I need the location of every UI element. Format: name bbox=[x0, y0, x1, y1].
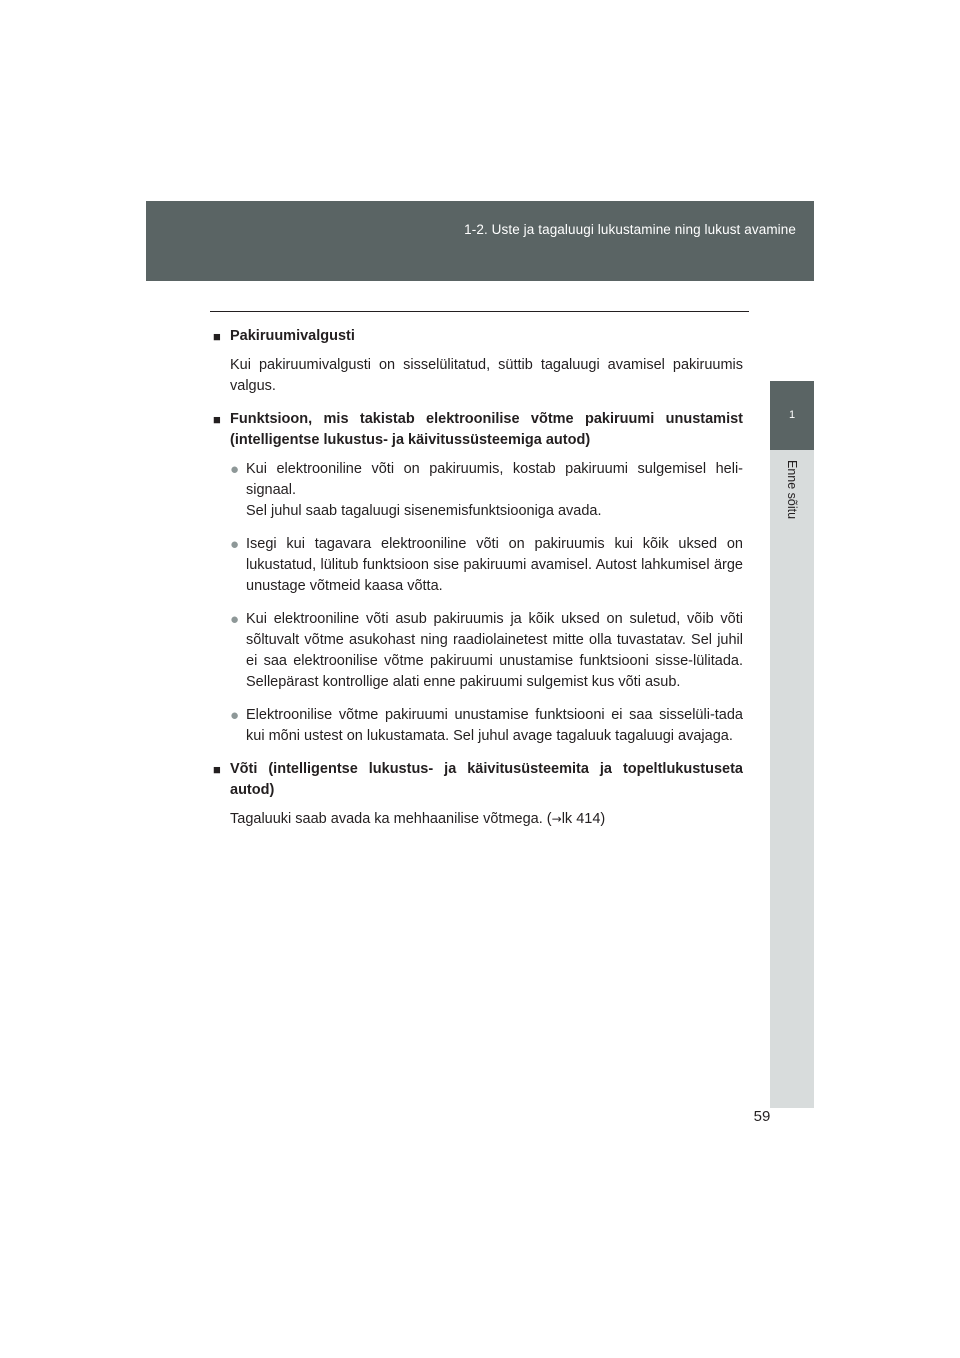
section-paragraph: Kui pakiruumivalgusti on sisselülitatud, süttib tagaluugi avamisel pakiruumis valgus. bbox=[230, 357, 743, 394]
chapter-number: 1 bbox=[788, 409, 796, 421]
top-rule bbox=[210, 311, 749, 312]
list-item bbox=[230, 705, 743, 747]
page-number: 59 bbox=[753, 1108, 771, 1125]
chapter-label: Enne sõitu bbox=[785, 460, 799, 520]
square-bullet-icon: ■ bbox=[213, 329, 221, 344]
list-item-line: Kui elektrooniline võti asub pakiruumis ja kõik uksed on suletud, võib võti sõltuvalt võtme asukohast ning raadiolainetest mitte olla tuvastatav. Sel juhil ei saa elektroonilise võtme pakiruumi unustamise funktsiooni sisse-lülitada. Sellepärast kontrollige alati enne pakiruumi sulgemist kus võti asub. bbox=[246, 611, 743, 690]
list-item-line: Isegi kui tagavara elektrooniline võti on pakiruumis kui kõik uksed on lukustatud, lülitub funktsioon sise pakiruumi avamisel. Autost lahkumisel ärge unustage võtmeid kaasa võtta. bbox=[246, 536, 743, 594]
circle-bullet-icon: ● bbox=[230, 707, 240, 724]
section-heading bbox=[213, 326, 743, 347]
list-item-line: Sel juhul saab tagaluugi sisenemisfunktsiooniga avada. bbox=[246, 503, 602, 519]
section-heading-text: Funktsioon, mis takistab elektroonilise võtme pakiruumi unustamist (intelligentse lukustus- ja käivitussüsteemiga autod) bbox=[230, 411, 743, 448]
circle-bullet-icon: ● bbox=[230, 611, 240, 628]
circle-bullet-icon: ● bbox=[230, 461, 240, 478]
chapter-title: 1-2. Uste ja tagaluugi lukustamine ning lukust avamine bbox=[464, 222, 796, 237]
list-item bbox=[230, 459, 743, 522]
page-content bbox=[213, 326, 743, 842]
arrow-right-icon: → bbox=[551, 812, 562, 826]
list-item-text bbox=[246, 705, 743, 747]
section-heading bbox=[213, 759, 743, 801]
list-item-text bbox=[246, 459, 743, 522]
bullet-list bbox=[213, 459, 743, 747]
list-item bbox=[230, 534, 743, 597]
section-heading-text: Pakiruumivalgusti bbox=[230, 328, 355, 344]
section-paragraph bbox=[230, 809, 743, 830]
square-bullet-icon: ■ bbox=[213, 412, 221, 427]
list-item-text bbox=[246, 609, 743, 693]
list-item bbox=[230, 609, 743, 693]
header-band bbox=[146, 201, 814, 281]
list-item-text bbox=[246, 534, 743, 597]
chapter-tab bbox=[770, 381, 814, 450]
section-mechanical-key bbox=[213, 759, 743, 830]
section-key-reminder bbox=[213, 409, 743, 747]
section-heading bbox=[213, 409, 743, 451]
chapter-strip bbox=[770, 450, 814, 1108]
list-item-line: Kui elektrooniline võti on pakiruumis, kostab pakiruumi sulgemisel heli-signaal. bbox=[246, 461, 743, 498]
section-heading-text: Võti (intelligentse lukustus- ja käivitusüsteemita ja topeltlukustuseta autod) bbox=[230, 761, 743, 798]
paragraph-text: Tagaluuki saab avada ka mehhaanilise võtmega. ( bbox=[230, 811, 552, 827]
page-reference-link[interactable]: lk 414) bbox=[561, 811, 606, 827]
list-item-line: Elektroonilise võtme pakiruumi unustamise funktsiooni ei saa sisselüli-tada kui mõni ustest on lukustamata. Sel juhul avage tagaluuk tagaluugi avajaga. bbox=[246, 707, 743, 744]
square-bullet-icon: ■ bbox=[213, 762, 221, 777]
circle-bullet-icon: ● bbox=[230, 536, 240, 553]
section-pakiruumivalgusti bbox=[213, 326, 743, 397]
